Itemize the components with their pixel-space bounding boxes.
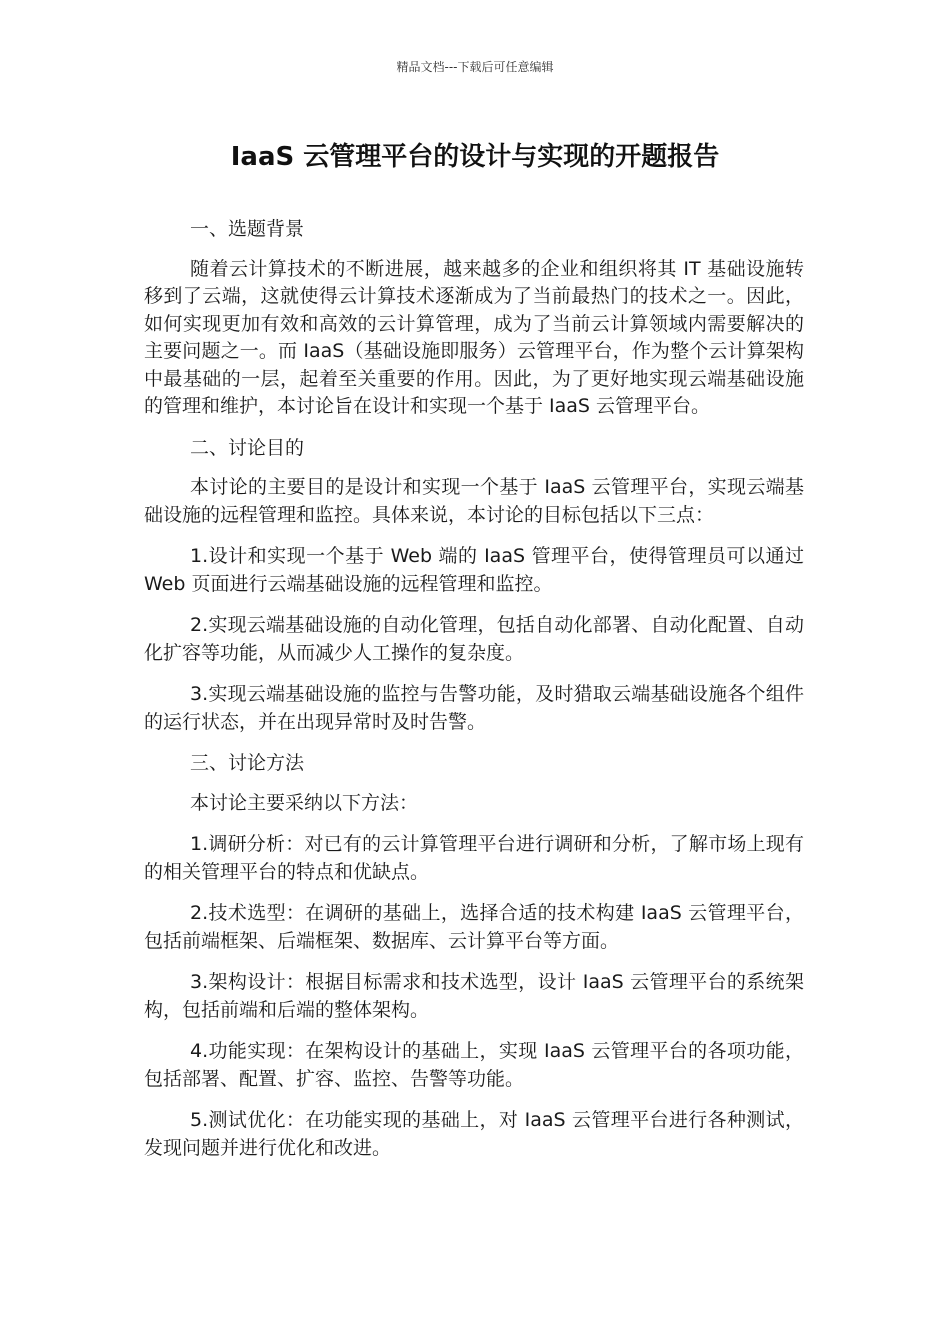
method-item-2: 2.技术选型：在调研的基础上，选择合适的技术构建 IaaS 云管理平台，包括前端框架、后端框架、数据库、云计算平台等方面。 xyxy=(144,902,804,952)
purpose-item-2: 2.实现云端基础设施的自动化管理，包括自动化部署、自动化配置、自动化扩容等功能，从而减少人工操作的复杂度。 xyxy=(144,614,804,664)
page-header: 精品文档---下载后可任意编辑 xyxy=(396,60,554,74)
method-item-4: 4.功能实现：在架构设计的基础上，实现 IaaS 云管理平台的各项功能，包括部署、配置、扩容、监控、告警等功能。 xyxy=(144,1040,804,1090)
paragraph-purpose-intro: 本讨论的主要目的是设计和实现一个基于 IaaS 云管理平台，实现云端基础设施的远程管理和监控。具体来说，本讨论的目标包括以下三点： xyxy=(144,476,804,526)
section-heading-background: 一、选题背景 xyxy=(190,218,305,240)
paragraph-methods-intro: 本讨论主要采纳以下方法： xyxy=(190,791,419,814)
purpose-item-1: 1.设计和实现一个基于 Web 端的 IaaS 管理平台，使得管理员可以通过 Web 页面进行云端基础设施的远程管理和监控。 xyxy=(144,545,804,595)
document-body xyxy=(144,216,804,1176)
method-item-3: 3.架构设计：根据目标需求和技术选型，设计 IaaS 云管理平台的系统架构，包括前端和后端的整体架构。 xyxy=(144,971,804,1021)
method-item-5: 5.测试优化：在功能实现的基础上，对 IaaS 云管理平台进行各种测试，发现问题并进行优化和改进。 xyxy=(144,1109,804,1159)
paragraph-background: 随着云计算技术的不断进展，越来越多的企业和组织将其 IT 基础设施转移到了云端，这就使得云计算技术逐渐成为了当前最热门的技术之一。因此，如何实现更加有效和高效的云计算管理，成为了当前云计算领域内需要解决的主要问题之一。而 IaaS（基础设施即服务）云管理平台，作为整个云计算架构中最基础的一层，起着至关重要的作用。因此，为了更好地实现云端基础设施的管理和维护，本讨论旨在设计和实现一个基于 IaaS 云管理平台。 xyxy=(144,257,804,417)
document-title: IaaS 云管理平台的设计与实现的开题报告 xyxy=(230,142,720,172)
section-heading-methods: 三、讨论方法 xyxy=(190,752,305,774)
purpose-item-3: 3.实现云端基础设施的监控与告警功能，及时猎取云端基础设施各个组件的运行状态，并在出现异常时及时告警。 xyxy=(144,683,804,733)
section-heading-purpose: 二、讨论目的 xyxy=(190,436,305,459)
method-item-1: 1.调研分析：对已有的云计算管理平台进行调研和分析，了解市场上现有的相关管理平台的特点和优缺点。 xyxy=(144,833,804,883)
